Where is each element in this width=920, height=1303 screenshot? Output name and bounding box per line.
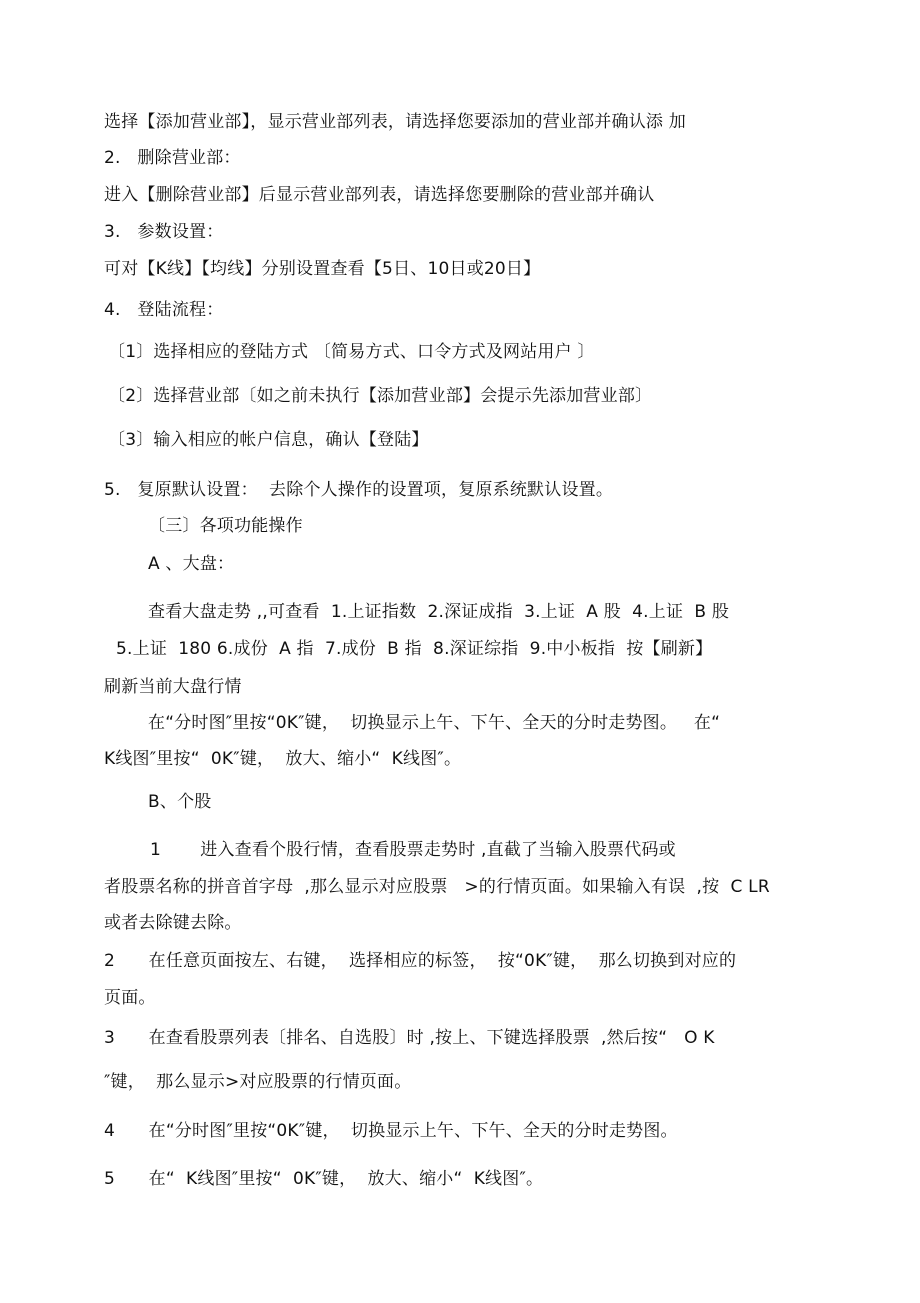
list-item: 〔1〕选择相应的登陆方式 〔简易方式、口令方式及网站用户 〕 bbox=[108, 342, 595, 362]
text-line: 1 进入查看个股行情，查看股票走势时 ,直截了当输入股票代码或 bbox=[150, 840, 676, 860]
section-heading: 2. 删除营业部： bbox=[104, 148, 241, 168]
list-item: 〔3〕输入相应的帐户信息，确认【登陆】 bbox=[108, 430, 429, 450]
text-line: 页面。 bbox=[104, 988, 156, 1008]
text-line: 5.上证 180 6.成份 A 指 7.成份 B 指 8.深证综指 9.中小板指 按【刷新】 bbox=[116, 639, 713, 659]
subsection-heading: B、个股 bbox=[148, 792, 212, 812]
section-heading: 4. 登陆流程： bbox=[104, 300, 224, 320]
text-line: 或者去除键去除。 bbox=[104, 913, 242, 933]
section-heading: 5. 复原默认设置： 去除个人操作的设置项，复原系统默认设置。 bbox=[104, 480, 614, 500]
list-item: 〔2〕选择营业部〔如之前未执行【添加营业部】会提示先添加营业部〕 bbox=[108, 386, 653, 406]
text-line: 选择【添加营业部】，显示营业部列表，请选择您要添加的营业部并确认添 加 bbox=[104, 112, 686, 132]
text-line: 5 在“ K线图″里按“ 0K″键， 放大、缩小“ K线图″。 bbox=[104, 1169, 544, 1189]
section-heading: 3. 参数设置： bbox=[104, 222, 224, 242]
text-line: 可对【K线】【均线】分别设置查看【5日、10日或20日】 bbox=[104, 259, 541, 279]
text-line: K线图″里按“ 0K″键， 放大、缩小“ K线图″。 bbox=[104, 749, 462, 769]
text-line: 进入【删除营业部】后显示营业部列表，请选择您要删除的营业部并确认 bbox=[104, 185, 655, 205]
subsection-heading: A 、大盘： bbox=[148, 554, 235, 574]
text-line: 在“分时图″里按“0K″键， 切换显示上午、下午、全天的分时走势图。 在“ bbox=[148, 713, 721, 733]
text-line: ″键， 那么显示>对应股票的行情页面。 bbox=[104, 1072, 412, 1092]
text-line: 4 在“分时图″里按“0K″键， 切换显示上午、下午、全天的分时走势图。 bbox=[104, 1121, 678, 1141]
text-line: 者股票名称的拼音首字母 ,那么显示对应股票 >的行情页面。如果输入有误 ,按 C LR bbox=[104, 877, 770, 897]
text-line: 2 在任意页面按左、右键， 选择相应的标签， 按“0K″键， 那么切换到对应的 bbox=[104, 951, 737, 971]
chapter-heading: 〔三〕各项功能操作 bbox=[148, 516, 303, 536]
text-line: 刷新当前大盘行情 bbox=[104, 677, 242, 697]
text-line: 3 在查看股票列表〔排名、自选股〕时 ,按上、下键选择股票 ,然后按“ O K bbox=[104, 1028, 715, 1048]
text-line: 查看大盘走势 ,,可查看 1.上证指数 2.深证成指 3.上证 A 股 4.上证 B 股 bbox=[148, 602, 730, 622]
